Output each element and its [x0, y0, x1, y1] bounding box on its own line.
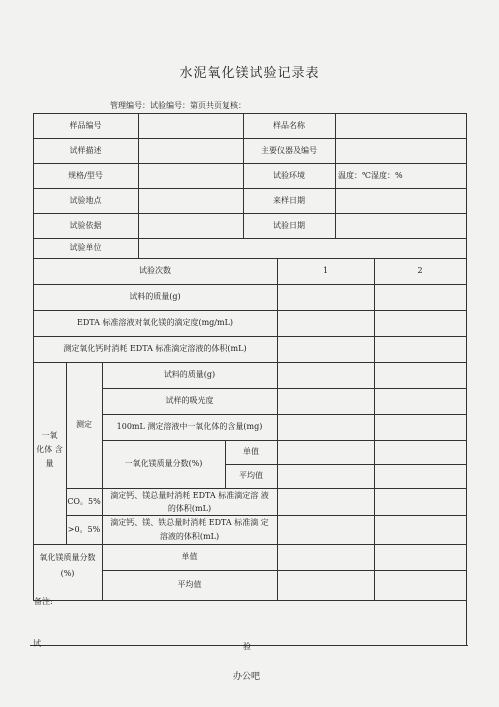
location-label: 试验地点	[69, 195, 102, 205]
edta-titer-label: EDTA 标准溶液对氧化镁的滴定度(mg/mL)	[76, 318, 233, 327]
edta-volume-cao-label: 测定氧化钙时消耗 EDTA 标准滴定溶液的体积(mL)	[63, 344, 247, 353]
env-value: 温度：℃湿度：%	[338, 170, 403, 180]
r4-label: 一氧化镁质量分数(%)	[124, 459, 203, 468]
tester-label: 试	[33, 639, 41, 648]
col-line	[138, 113, 139, 258]
sample-name-label: 样品名称	[273, 120, 305, 130]
lt5-text-line2: 的体积(mL)	[167, 503, 212, 513]
r1-label: 试料的质量(g)	[163, 370, 216, 379]
remark-label: 备注:	[34, 597, 53, 606]
r3-label: 100mL 测定溶液中一氧化体的含量(mg)	[116, 422, 263, 431]
sample-no-label: 样品编号	[69, 120, 102, 130]
test-date-label: 试验日期	[273, 220, 305, 230]
mgo-group-line1: 一氧	[41, 431, 58, 440]
sample-desc-label: 试样描述	[69, 145, 102, 155]
col1-header: 1	[322, 266, 329, 275]
unit-label: 试验单位	[69, 243, 102, 252]
table-bottom-border	[33, 600, 466, 601]
mgo-frac-line1: 氧化镁质量分数	[39, 553, 96, 562]
sampling-date-label: 来样日期	[273, 195, 305, 205]
remark-right-border	[466, 600, 467, 645]
avg-label: 平均值	[239, 471, 263, 480]
basis-label: 试验依据	[69, 220, 102, 230]
sample-mass-label: 试料的质量(g)	[129, 292, 181, 301]
meta-line: 管理编号：试验编号：第页共页复核：	[110, 101, 246, 110]
lt5-text-line1: 滴定钙、镁总量时消耗 EDTA 标准滴定溶 液	[110, 490, 269, 500]
instrument-label: 主要仪器及编号	[261, 145, 317, 155]
lt5-label: CO。5%	[67, 496, 101, 506]
mgo-frac-line2: (%)	[60, 569, 75, 578]
count-label: 试验次数	[139, 266, 171, 275]
mgo-group-line3: 量	[45, 459, 54, 468]
single-label: 单值	[243, 447, 259, 456]
col-line	[277, 258, 278, 600]
gt5-label: >0。5%	[67, 524, 101, 534]
gt5-text-line1: 滴定钙、镁、铁总量时消耗 EDTA 标准滴 定	[110, 518, 269, 527]
table-right-border	[466, 113, 467, 600]
col2-header: 2	[417, 266, 423, 275]
checker-label: 验	[243, 642, 251, 651]
office-label: 办公吧	[233, 672, 261, 682]
measure-label: 测定	[76, 420, 92, 429]
spec-label: 规格/型号	[68, 170, 103, 180]
page-title: 水泥氧化镁试验记录表	[179, 66, 320, 81]
gt5-text-line2: 溶液的体积(mL)	[159, 532, 220, 541]
env-label: 试验环境	[273, 170, 305, 180]
avg2-label: 平均值	[177, 580, 202, 589]
mgo-group-line2: 化体 含	[36, 445, 63, 454]
col-line	[374, 258, 375, 600]
col-line	[335, 113, 336, 238]
single2-label: 单值	[181, 552, 198, 561]
r2-label: 试样的吸光度	[165, 396, 214, 405]
